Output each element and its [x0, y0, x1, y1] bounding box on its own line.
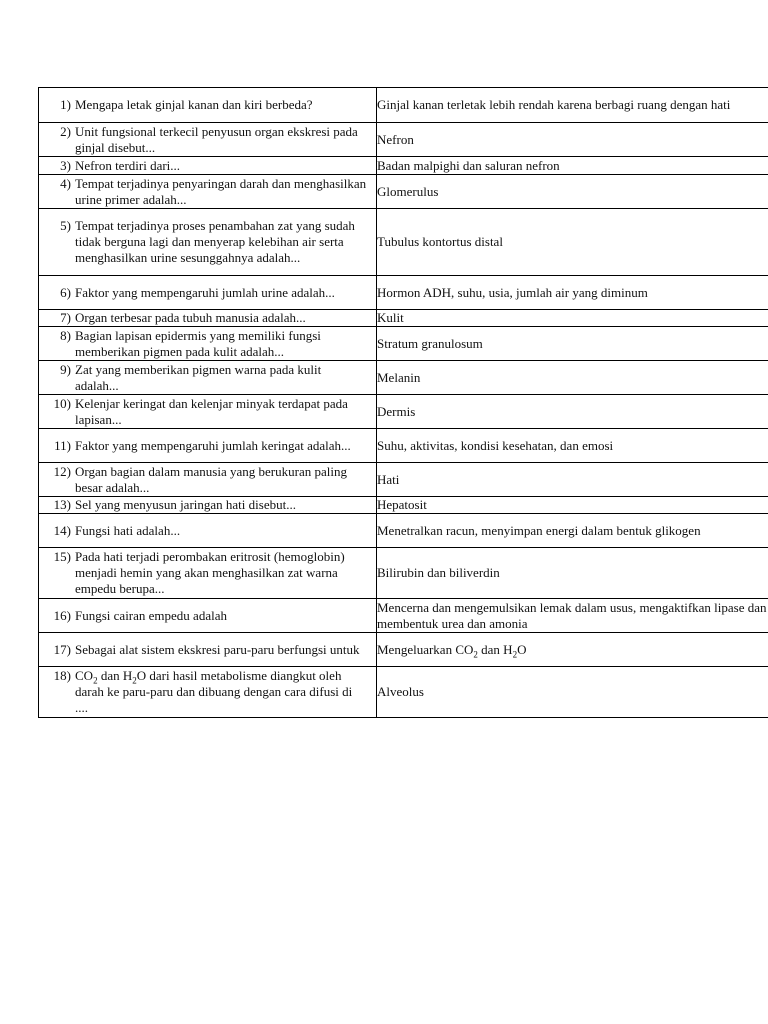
table-row [39, 395, 768, 429]
table-row [39, 276, 768, 310]
row-number: 1) [60, 97, 71, 112]
row-number: 14) [53, 522, 71, 538]
question-cell [39, 361, 377, 395]
question-text: Zat yang memberikan pigmen warna pada kulit adalah... [75, 361, 322, 393]
question-cell [39, 463, 377, 497]
table-row [39, 157, 768, 175]
question-cell [39, 633, 377, 667]
question-cell [39, 667, 377, 718]
subscript: 2 [132, 675, 137, 686]
row-number: 12) [53, 463, 71, 479]
table-row [39, 88, 768, 123]
row-number: 16) [53, 607, 71, 623]
question-cell [39, 175, 377, 209]
answer-text: Mengeluarkan CO [377, 641, 474, 657]
row-number: 11) [54, 437, 71, 453]
question-text: Kelenjar keringat dan kelenjar minyak terdapat pada lapisan... [75, 395, 348, 427]
table-row [39, 667, 768, 718]
table-row [39, 497, 768, 514]
question-text: Organ terbesar pada tubuh manusia adalah... [75, 310, 306, 325]
question-cell [39, 310, 377, 327]
question-text: Fungsi hati adalah... [75, 522, 181, 538]
question-cell [39, 395, 377, 429]
question-cell [39, 429, 377, 463]
question-cell [39, 209, 377, 276]
question-text: Pada hati terjadi perombakan eritrosit (hemoglobin) menjadi hemin yang akan menghasilkan zat warna empedu berupa... [75, 549, 345, 596]
table-row [39, 310, 768, 327]
answer-cell: Hormon ADH, suhu, usia, jumlah air yang diminum [377, 276, 768, 310]
table-row [39, 548, 768, 599]
row-number: 15) [53, 549, 71, 564]
row-number: 17) [53, 641, 71, 657]
answer-cell: Glomerulus [377, 175, 768, 209]
question-text: Sebagai alat sistem ekskresi paru-paru berfungsi untuk [75, 641, 360, 657]
answer-cell: Hepatosit [377, 497, 768, 514]
answer-cell: Mencerna dan mengemulsikan lemak dalam usus, mengaktifkan lipase dan membentuk urea dan amonia [377, 599, 768, 633]
question-text: Bagian lapisan epidermis yang memiliki fungsi memberikan pigmen pada kulit adalah... [75, 327, 321, 359]
answer-cell: Nefron [377, 123, 768, 157]
subscript: 2 [93, 675, 98, 686]
qa-table [38, 87, 768, 718]
answer-cell: Kulit [377, 310, 768, 327]
question-text: Tempat terjadinya penyaringan darah dan menghasilkan urine primer adalah... [75, 175, 367, 207]
question-cell [39, 548, 377, 599]
question-text: Fungsi cairan empedu adalah [75, 607, 227, 623]
table-row [39, 123, 768, 157]
question-text: Faktor yang mempengaruhi jumlah keringat adalah... [75, 437, 351, 453]
question-text: Faktor yang mempengaruhi jumlah urine adalah... [75, 284, 335, 300]
answer-text: O [517, 641, 527, 657]
row-number: 13) [53, 497, 71, 512]
answer-cell: Hati [377, 463, 768, 497]
table-row [39, 429, 768, 463]
answer-cell: Tubulus kontortus distal [377, 209, 768, 276]
table-row [39, 599, 768, 633]
answer-cell: Alveolus [377, 667, 768, 718]
row-number: 9) [60, 361, 71, 377]
question-text [75, 668, 372, 716]
row-number: 18) [53, 668, 71, 683]
question-text: Sel yang menyusun jaringan hati disebut... [75, 497, 296, 512]
table-row [39, 463, 768, 497]
question-cell [39, 514, 377, 548]
question-cell [39, 123, 377, 157]
row-number: 8) [60, 327, 71, 343]
answer-cell: Suhu, aktivitas, kondisi kesehatan, dan emosi [377, 429, 768, 463]
table-row [39, 514, 768, 548]
question-text: Tempat terjadinya proses penambahan zat yang sudah tidak berguna lagi dan menyerap kelebihan air serta menghasilkan urine sesunggahnya adalah... [75, 218, 355, 265]
answer-cell: Badan malpighi dan saluran nefron [377, 157, 768, 175]
row-number: 10) [53, 395, 71, 411]
row-number: 3) [60, 157, 71, 173]
subscript: 2 [473, 649, 478, 660]
question-cell [39, 157, 377, 175]
row-number: 5) [60, 218, 71, 233]
question-text: Organ bagian dalam manusia yang berukuran paling besar adalah... [75, 463, 347, 495]
answer-cell: Stratum granulosum [377, 327, 768, 361]
answer-cell: Menetralkan racun, menyimpan energi dalam bentuk glikogen [377, 514, 768, 548]
question-text-part: O dari hasil metabolisme diangkut oleh darah ke paru-paru dan dibuang dengan cara difusi di .... [75, 668, 353, 715]
row-number: 4) [60, 175, 71, 191]
row-number: 6) [60, 284, 71, 300]
answer-cell: Melanin [377, 361, 768, 395]
subscript: 2 [512, 649, 518, 660]
answer-cell: Bilirubin dan biliverdin [377, 548, 768, 599]
question-cell [39, 276, 377, 310]
question-cell [39, 327, 377, 361]
question-cell [39, 88, 377, 123]
row-number: 7) [60, 310, 71, 325]
answer-text: dan H [477, 641, 513, 657]
question-cell [39, 599, 377, 633]
table-row [39, 175, 768, 209]
table-row [39, 361, 768, 395]
question-text-part: CO [75, 668, 94, 683]
question-text: Nefron terdiri dari... [75, 157, 181, 173]
table-row [39, 633, 768, 667]
question-text-part: dan H [97, 668, 133, 683]
question-text: Mengapa letak ginjal kanan dan kiri berbeda? [75, 97, 313, 112]
question-text: Unit fungsional terkecil penyusun organ ekskresi pada ginjal disebut... [75, 123, 358, 155]
table-row [39, 327, 768, 361]
question-cell [39, 497, 377, 514]
answer-cell: Ginjal kanan terletak lebih rendah karena berbagi ruang dengan hati [377, 88, 768, 123]
table-row [39, 209, 768, 276]
answer-cell [377, 633, 768, 667]
row-number: 2) [60, 123, 71, 139]
answer-cell: Dermis [377, 395, 768, 429]
